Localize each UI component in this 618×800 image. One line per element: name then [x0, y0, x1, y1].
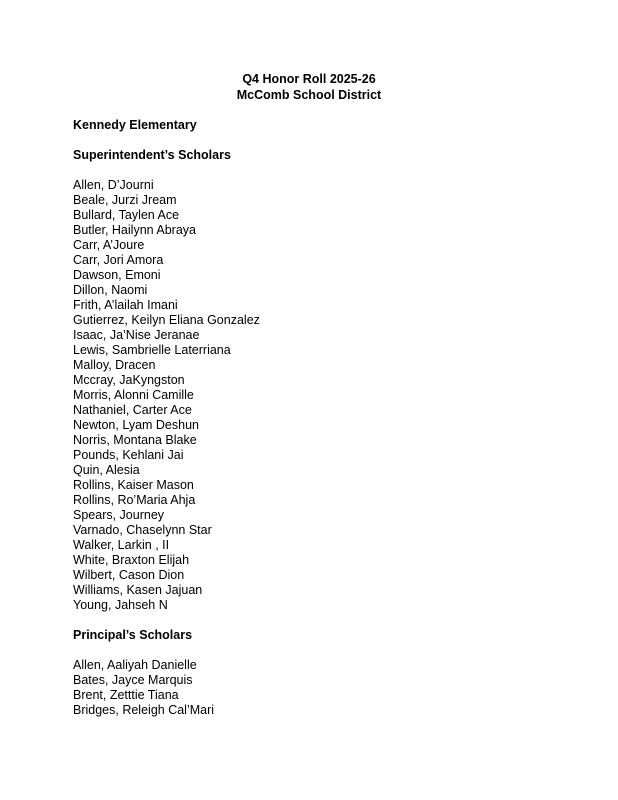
district-name: McComb School District — [236, 88, 382, 102]
principals-scholars-list — [73, 658, 573, 718]
school-name: Kennedy Elementary — [73, 118, 197, 132]
student-name: Newton, Lyam Deshun — [73, 418, 199, 432]
student-name: Bullard, Taylen Ace — [73, 208, 180, 222]
student-name: Bridges, Releigh Cal’Mari — [73, 703, 215, 717]
student-name: Frith, A’lailah Imani — [73, 298, 178, 312]
student-name: Rollins, Kaiser Mason — [73, 478, 194, 492]
section-title-principals-scholars: Principal’s Scholars — [73, 628, 193, 642]
student-name: Norris, Montana Blake — [73, 433, 197, 447]
student-name: Williams, Kasen Jajuan — [73, 583, 203, 597]
student-name: Varnado, Chaselynn Star — [73, 523, 212, 537]
student-name: Lewis, Sambrielle Laterriana — [73, 343, 231, 357]
student-name: Gutierrez, Keilyn Eliana Gonzalez — [73, 313, 260, 327]
honor-roll-title: Q4 Honor Roll 2025-26 — [242, 72, 376, 86]
student-name: Walker, Larkin , II — [73, 538, 170, 552]
student-name: Pounds, Kehlani Jai — [73, 448, 184, 462]
student-name: Brent, Zetttie Tiana — [73, 688, 179, 702]
superintendents-scholars-list — [73, 178, 573, 613]
student-name: Bates, Jayce Marquis — [73, 673, 193, 687]
student-name: Carr, Jori Amora — [73, 253, 164, 267]
student-name: Spears, Journey — [73, 508, 165, 522]
student-name: Nathaniel, Carter Ace — [73, 403, 192, 417]
student-name: Beale, Jurzi Jream — [73, 193, 177, 207]
student-name: Wilbert, Cason Dion — [73, 568, 185, 582]
student-name: Carr, A’Joure — [73, 238, 145, 252]
section-title-superintendents-scholars: Superintendent’s Scholars — [73, 148, 231, 162]
student-name: Mccray, JaKyngston — [73, 373, 185, 387]
student-name: Isaac, Ja’Nise Jeranae — [73, 328, 200, 342]
document-content — [73, 118, 573, 718]
student-name: Young, Jahseh N — [73, 598, 168, 612]
student-name: Malloy, Dracen — [73, 358, 156, 372]
student-name: Rollins, Ro’Maria Ahja — [73, 493, 196, 507]
student-name: Allen, D’Journi — [73, 178, 154, 192]
student-name: White, Braxton Elijah — [73, 553, 190, 567]
student-name: Quin, Alesia — [73, 463, 140, 477]
student-name: Butler, Hailynn Abraya — [73, 223, 196, 237]
document-header — [0, 71, 618, 103]
student-name: Dawson, Emoni — [73, 268, 161, 282]
student-name: Allen, Aaliyah Danielle — [73, 658, 197, 672]
student-name: Dillon, Naomi — [73, 283, 148, 297]
student-name: Morris, Alonni Camille — [73, 388, 194, 402]
